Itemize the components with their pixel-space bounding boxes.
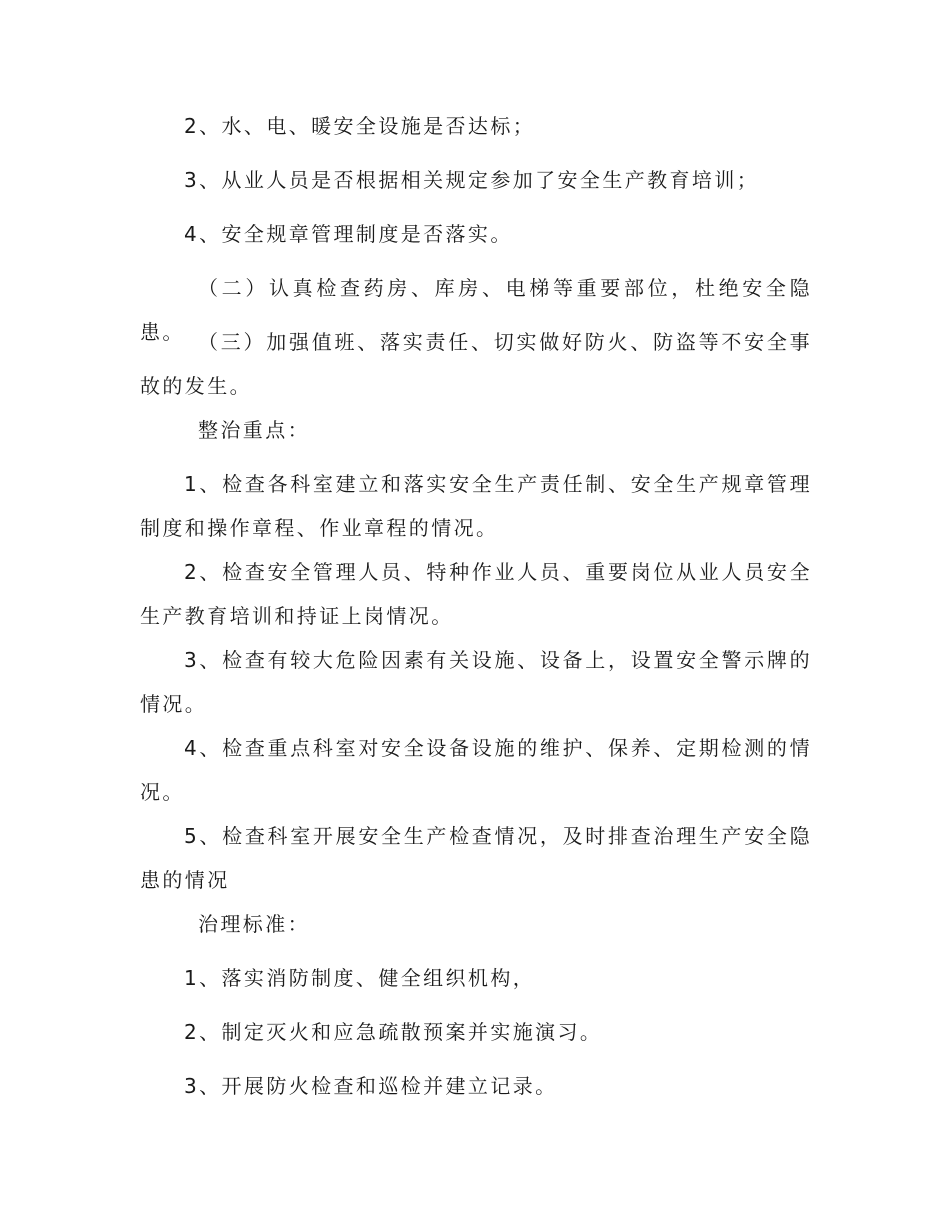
paragraph-focus-1: 1、检查各科室建立和落实安全生产责任制、安全生产规章管理制度和操作章程、作业章程的情况。 [140,472,812,540]
paragraph-focus-4: 4、检查重点科室对安全设备设施的维护、保养、定期检测的情况。 [140,736,812,804]
paragraph-item-2-facilities: 2、水、电、暖安全设施是否达标； [184,114,536,138]
paragraph-focus-2: 2、检查安全管理人员、特种作业人员、重要岗位从业人员安全生产教育培训和持证上岗情况。 [140,560,812,628]
paragraph-section-three: （三）加强值班、落实责任、切实做好防火、防盗等不安全事故的发生。 [140,330,812,398]
heading-rectification-focus: 整治重点： [198,418,310,442]
paragraph-item-3-training: 3、从业人员是否根据相关规定参加了安全生产教育培训； [184,168,760,192]
heading-governance-standards: 治理标准： [198,912,310,936]
paragraph-item-4-regulations: 4、安全规章管理制度是否落实。 [184,222,513,246]
paragraph-focus-3: 3、检查有较大危险因素有关设施、设备上，设置安全警示牌的情况。 [140,648,812,716]
paragraph-focus-5: 5、检查科室开展安全生产检查情况，及时排查治理生产安全隐患的情况 [140,824,812,892]
paragraph-standard-3: 3、开展防火检查和巡检并建立记录。 [184,1074,558,1098]
paragraph-section-two: （二）认真检查药房、库房、电梯等重要部位，杜绝安全隐患。 [140,276,812,344]
paragraph-standard-2: 2、制定灭火和应急疏散预案并实施演习。 [184,1020,603,1044]
paragraph-standard-1: 1、落实消防制度、健全组织机构， [184,966,536,990]
